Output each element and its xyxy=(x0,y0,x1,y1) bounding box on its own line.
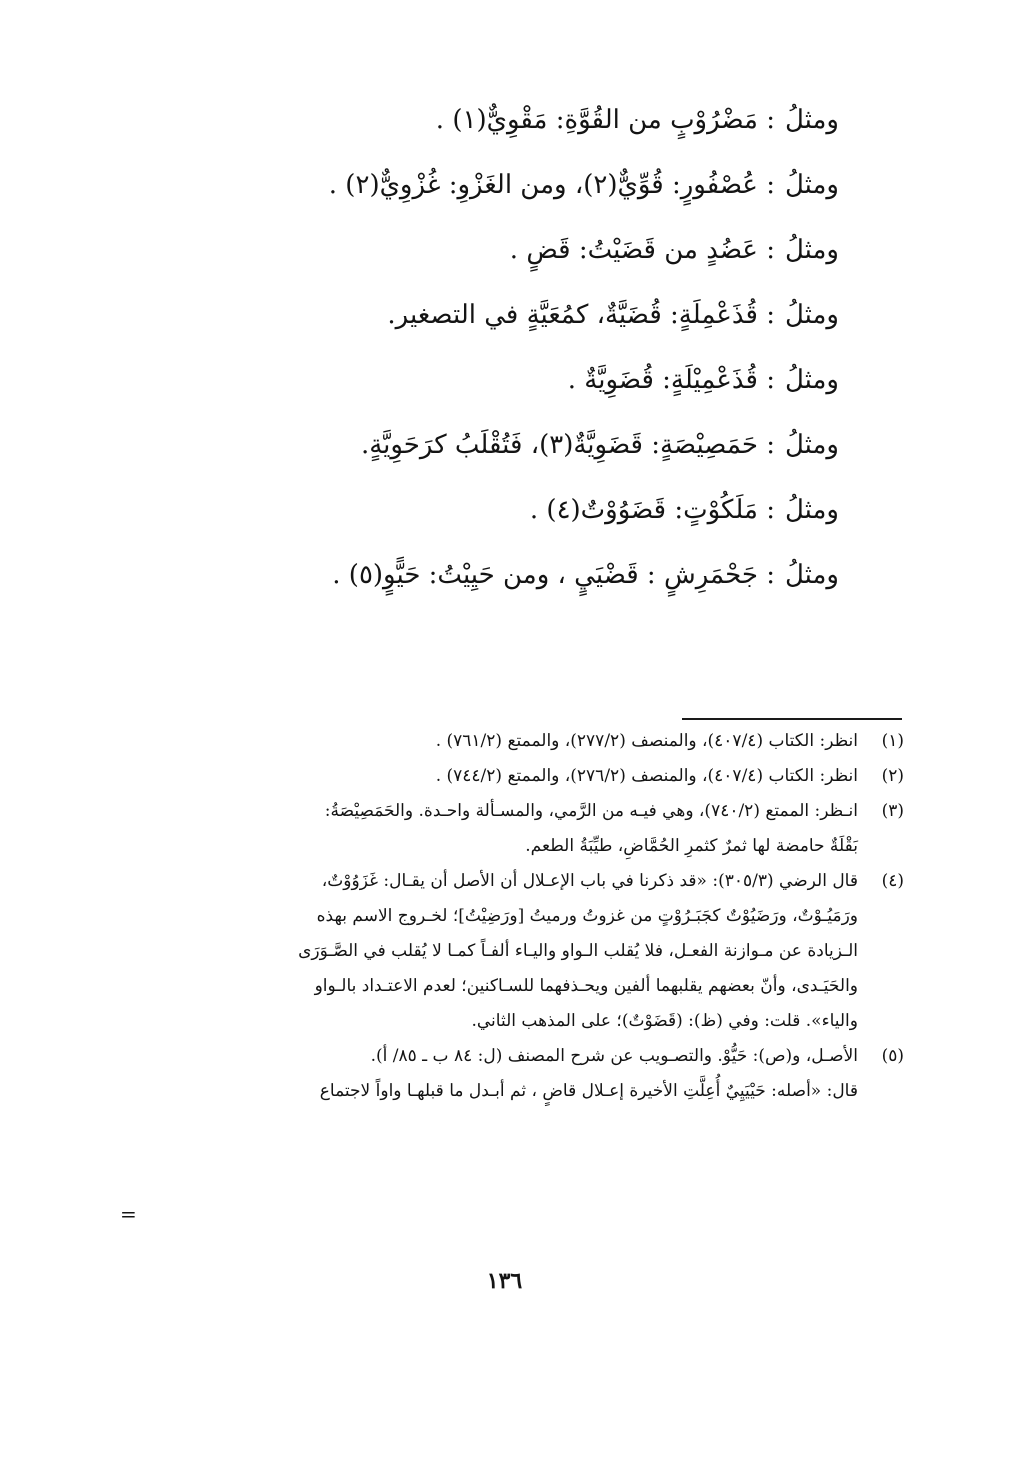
continuation-mark: = xyxy=(120,1202,137,1226)
line-lead-word: ومثلُ xyxy=(784,365,839,395)
footnote-line: انـظر: الممتع (٧٤٠/٢)، وهي فيـه من الرَّمي، والمسـألة واحـدة. والحَمَصِيْصَةُ: xyxy=(324,801,858,821)
footnote-body xyxy=(144,1039,858,1109)
footnote-line: انظر: الكتاب (٤٠٧/٤)، والمنصف (٢٧٧/٢)، والممتع (٧٦١/٢) . xyxy=(435,731,858,751)
main-line xyxy=(119,478,839,543)
line-text: : عَضُدٍ من قَضَيْتُ: قَضٍ . xyxy=(509,235,775,265)
footnote-line: انظر: الكتاب (٤٠٧/٤)، والمنصف (٢٧٦/٢)، والممتع (٧٤٤/٢) . xyxy=(435,766,858,786)
footnote-line: الـزيادة عن مـوازنة الفعـل، فلا يُقلب الـواو واليـاء ألفـاً كمـا لا يُقلب في الصَّـوَرَى xyxy=(298,941,858,961)
line-lead-word: ومثلُ xyxy=(784,430,839,460)
line-text: : عُصْفُورٍ: قُوِّيٌّ(٢)، ومن الغَزْوِ: غُزْوِيٌّ(٢) . xyxy=(328,170,775,200)
main-line xyxy=(119,413,839,478)
footnote xyxy=(144,794,904,864)
line-lead-word: ومثلُ xyxy=(784,105,839,135)
footnote-body xyxy=(144,794,858,864)
footnote-line: ورَمَيُـوْتٌ، ورَضَيُوْتٌ كجَبَـرُوْتٍ من غزوتُ ورميتُ [ورَضِيْتُ]؛ لخـروج الاسم بهذه xyxy=(316,906,858,926)
line-lead-word: ومثلُ xyxy=(784,170,839,200)
line-text: : مَضْرُوْبٍ من القُوَّةِ: مَقْوِيٌّ(١) . xyxy=(435,105,775,135)
main-line xyxy=(119,543,839,608)
page-number: ١٣٦ xyxy=(486,1268,523,1294)
main-text xyxy=(119,88,839,608)
main-line xyxy=(119,283,839,348)
footnote-line: بَقْلَةٌ حامضة لها ثمرٌ كثمرِ الحُمَّاضِ، طيِّبَةُ الطعم. xyxy=(525,836,858,856)
footnotes xyxy=(144,724,904,1109)
footnote-line: قال الرضي (٣٠٥/٣): «قد ذكرنا في باب الإعـلال أن الأصل أن يقـال: غَزَوُوْتٌ، xyxy=(321,871,858,891)
footnote-body xyxy=(144,724,858,759)
line-lead-word: ومثلُ xyxy=(784,235,839,265)
footnote-number: (٤) xyxy=(881,871,904,891)
main-line xyxy=(119,348,839,413)
line-text: : مَلَكُوْتٍ: قَضَوُوْتٌ(٤) . xyxy=(529,495,775,525)
main-line xyxy=(119,153,839,218)
main-line xyxy=(119,218,839,283)
line-text: : قُذَعْمِيْلَةٍ: قُضَوِيَّةٌ . xyxy=(567,365,775,395)
footnote-line: الأصـل، و(ص): حَيُّوْ. والتصـويب عن شرح المصنف (ل: ٨٤ ب ـ ٨٥/ أ). xyxy=(370,1046,858,1066)
footnote-line: والياء». قلت: وفي (ظ): (قَضَوْتٌ)؛ على المذهب الثاني. xyxy=(471,1011,858,1031)
line-lead-word: ومثلُ xyxy=(784,300,839,330)
footnote-number: (١) xyxy=(881,731,904,751)
footnote-number: (٢) xyxy=(881,766,904,786)
footnote xyxy=(144,759,904,794)
footnote xyxy=(144,1039,904,1109)
footnote-body xyxy=(144,759,858,794)
footnote xyxy=(144,864,904,1039)
footnote-line: قال: «أصله: حَيْيَيِيٌ أُعِلَّتِ الأخيرة إعـلال قاضٍ ، ثم أبـدل ما قبلهـا واواً لاجتماع xyxy=(319,1081,858,1101)
line-lead-word: ومثلُ xyxy=(784,495,839,525)
footnote-number: (٥) xyxy=(881,1046,904,1066)
footnote-line: والحَيَـدى، وأنّ بعضهم يقلبهما ألفين ويحـذفهما للسـاكنين؛ لعدم الاعتـداد بالـواو xyxy=(314,976,858,996)
footnote-number: (٣) xyxy=(881,801,904,821)
line-text: : حَمَصِيْصَةٍ: قَضَوِيَّةٌ(٣)، فَتُقْلَبُ كرَحَوِيَّةٍ. xyxy=(360,430,775,460)
footnote-body xyxy=(144,864,858,1039)
footnote-separator xyxy=(682,718,902,720)
line-text: : قُذَعْمِلَةٍ: قُضَيَّةٌ، كمُعَيَّةٍ في التصغير. xyxy=(387,300,775,330)
main-line xyxy=(119,88,839,153)
footnote xyxy=(144,724,904,759)
line-lead-word: ومثلُ xyxy=(784,560,839,590)
line-text: : جَحْمَرِشٍ : قَضْيَيٍ ، ومن حَيِيْتُ: حَيًّوٍ(٥) . xyxy=(332,560,775,590)
